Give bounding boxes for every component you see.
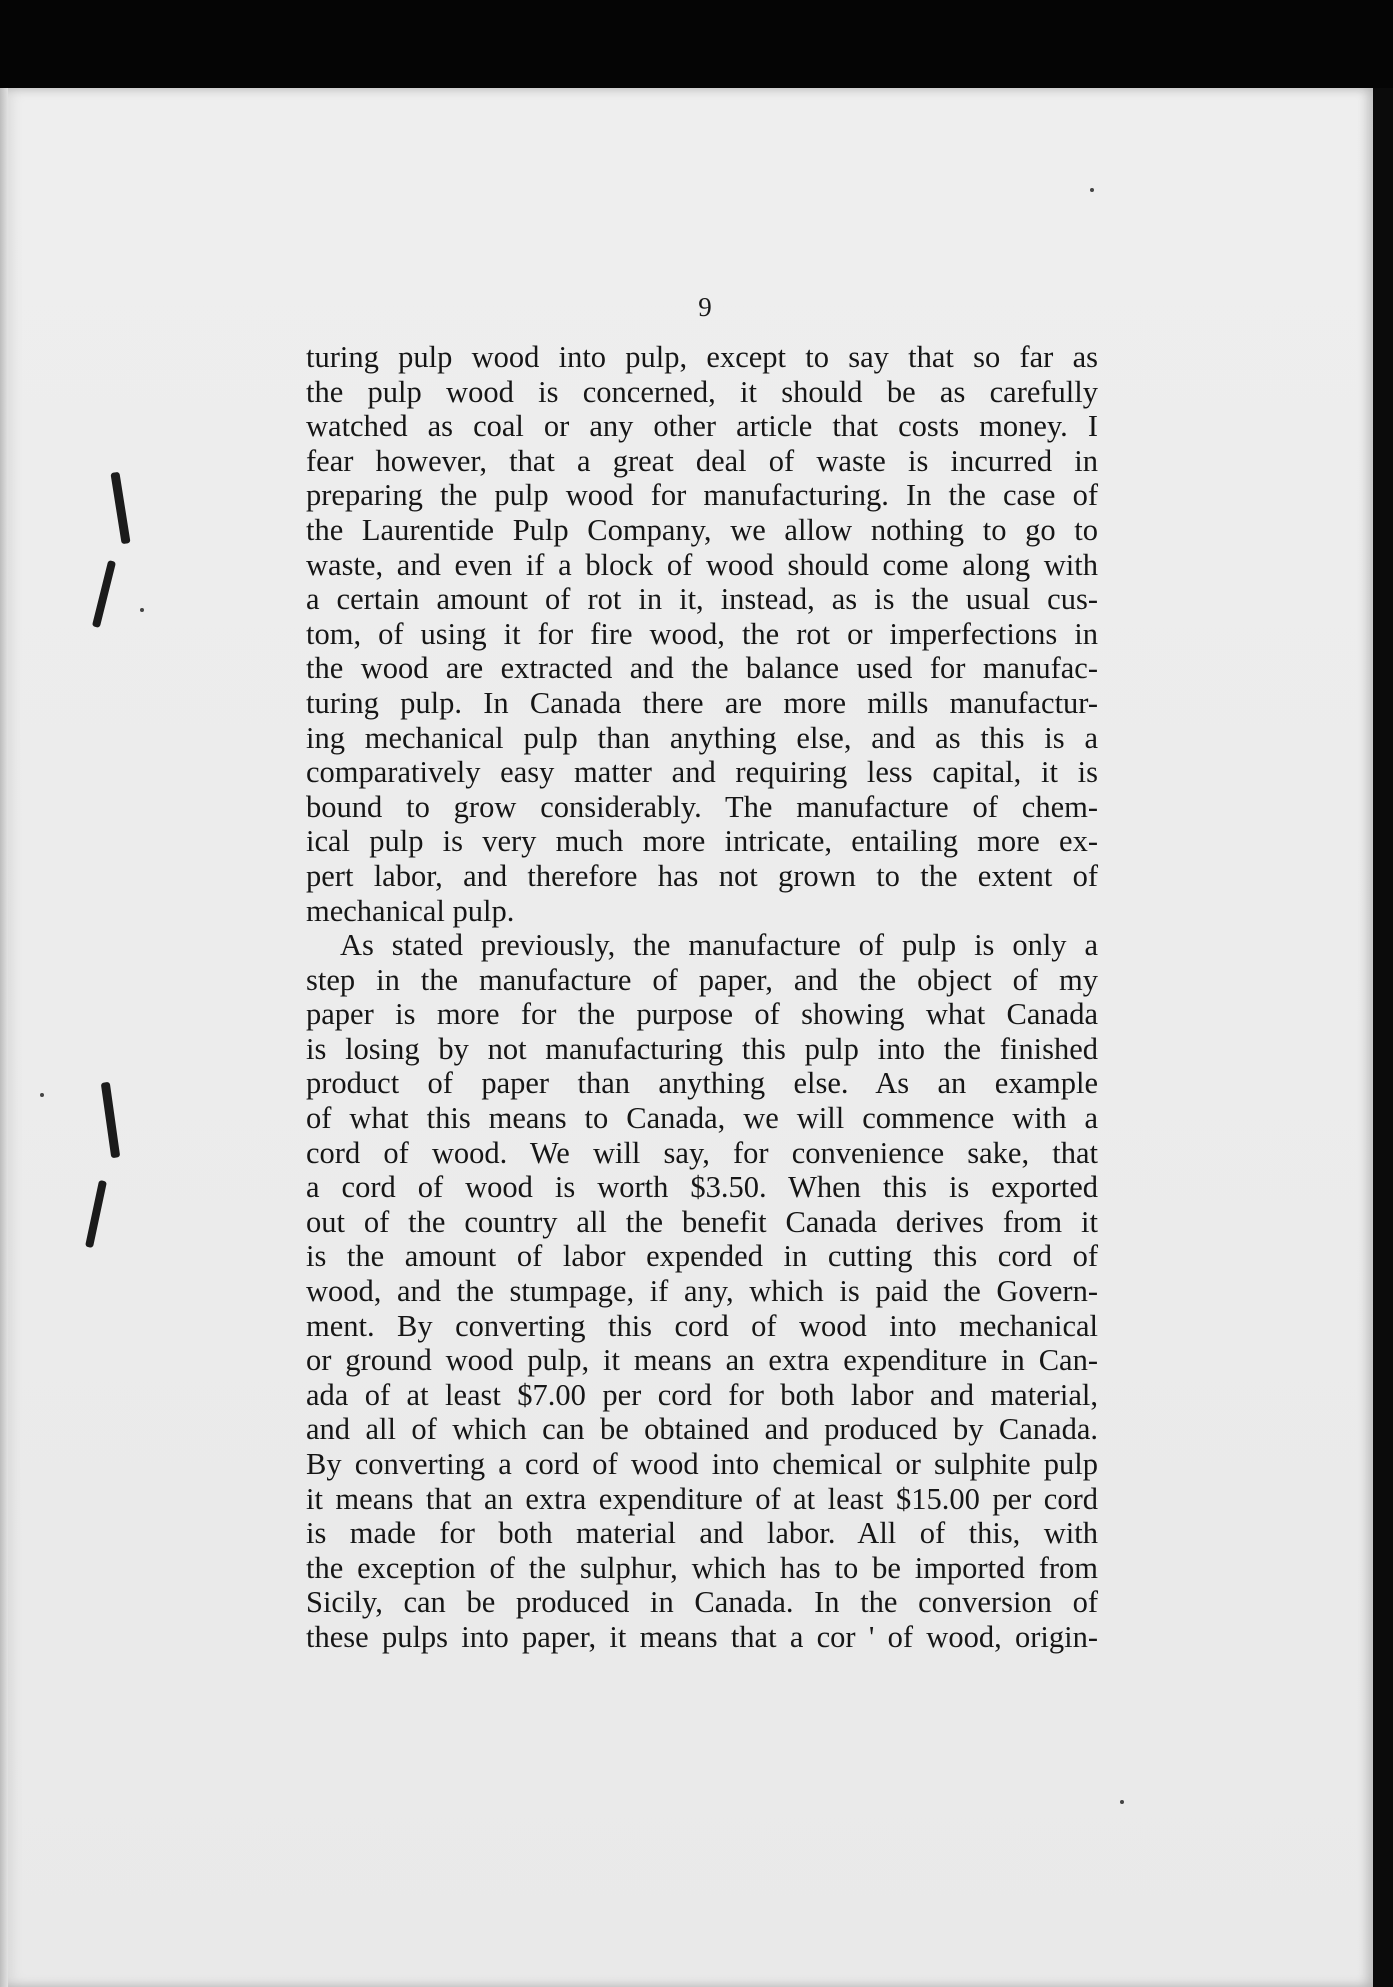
text-line: ing mechanical pulp than anything else, and as this is a — [306, 720, 1098, 755]
text-line: As stated previously, the manufacture of pulp is only a — [340, 928, 1098, 963]
text-line: wood, and the stumpage, if any, which is paid the Govern- — [306, 1274, 1098, 1309]
text-line: watched as coal or any other article that costs money. I — [306, 409, 1098, 444]
text-line: By converting a cord of wood into chemical or sulphite pulp — [306, 1447, 1098, 1481]
text-line: a cord of wood is worth $3.50. When this is exported — [306, 1170, 1098, 1205]
text-line: is the amount of labor expended in cutting this cord of — [306, 1239, 1098, 1274]
text-line: turing pulp. In Canada there are more mills manufactur- — [306, 685, 1098, 720]
text-line: the pulp wood is concerned, it should be as carefully — [306, 374, 1098, 409]
text-line: the wood are extracted and the balance used for manufac- — [306, 651, 1098, 686]
speck — [140, 608, 144, 612]
text-line: of what this means to Canada, we will commence with a — [306, 1101, 1098, 1136]
text-line: the exception of the sulphur, which has to be imported from — [306, 1550, 1098, 1585]
page-right-edge — [1373, 88, 1393, 1987]
text-line: preparing the pulp wood for manufacturing. In the case of — [306, 478, 1098, 513]
text-line: paper is more for the purpose of showing what Canada — [306, 997, 1098, 1032]
speck — [1090, 188, 1094, 192]
text-line: it means that an extra expenditure of at least $15.00 per cord — [306, 1481, 1098, 1516]
text-line: cord of wood. We will say, for convenience sake, that — [306, 1135, 1098, 1170]
text-line: the Laurentide Pulp Company, we allow nothing to go to — [306, 512, 1098, 547]
body-text — [306, 340, 1098, 1655]
text-line: Sicily, can be produced in Canada. In the conversion of — [306, 1585, 1098, 1620]
text-line: and all of which can be obtained and produced by Canada. — [306, 1412, 1098, 1447]
text-line: waste, and even if a block of wood should come along with — [306, 547, 1098, 582]
text-line: a certain amount of rot in it, instead, as is the usual cus- — [306, 582, 1098, 617]
text-line: tom, of using it for fire wood, the rot or imperfections in — [306, 616, 1098, 651]
text-line: ada of at least $7.00 per cord for both labor and material, — [306, 1377, 1098, 1412]
page-number: 9 — [698, 292, 712, 322]
text-line: pert labor, and therefore has not grown to the extent of — [306, 858, 1098, 893]
text-line: comparatively easy matter and requiring less capital, it is — [306, 755, 1098, 790]
text-line: fear however, that a great deal of waste is incurred in — [306, 443, 1098, 478]
text-line: ical pulp is very much more intricate, entailing more ex- — [306, 824, 1098, 859]
text-line: turing pulp wood into pulp, except to say that so far as — [306, 340, 1098, 374]
text-line: product of paper than anything else. As an example — [306, 1066, 1098, 1101]
text-line: these pulps into paper, it means that a cor ' of wood, origin- — [306, 1619, 1098, 1654]
text-line: or ground wood pulp, it means an extra expenditure in Can- — [306, 1343, 1098, 1378]
text-line: step in the manufacture of paper, and the object of my — [306, 962, 1098, 997]
speck — [1120, 1800, 1124, 1804]
text-line: bound to grow considerably. The manufacture of chem- — [306, 789, 1098, 824]
text-line: is made for both material and labor. All of this, with — [306, 1516, 1098, 1551]
page-left-edge — [0, 88, 8, 1987]
text-line: mechanical pulp. — [306, 893, 515, 928]
text-line: out of the country all the benefit Canada derives from it — [306, 1204, 1098, 1239]
speck — [40, 1093, 44, 1097]
text-line: ment. By converting this cord of wood into mechanical — [306, 1308, 1098, 1343]
text-line: is losing by not manufacturing this pulp into the finished — [306, 1031, 1098, 1066]
